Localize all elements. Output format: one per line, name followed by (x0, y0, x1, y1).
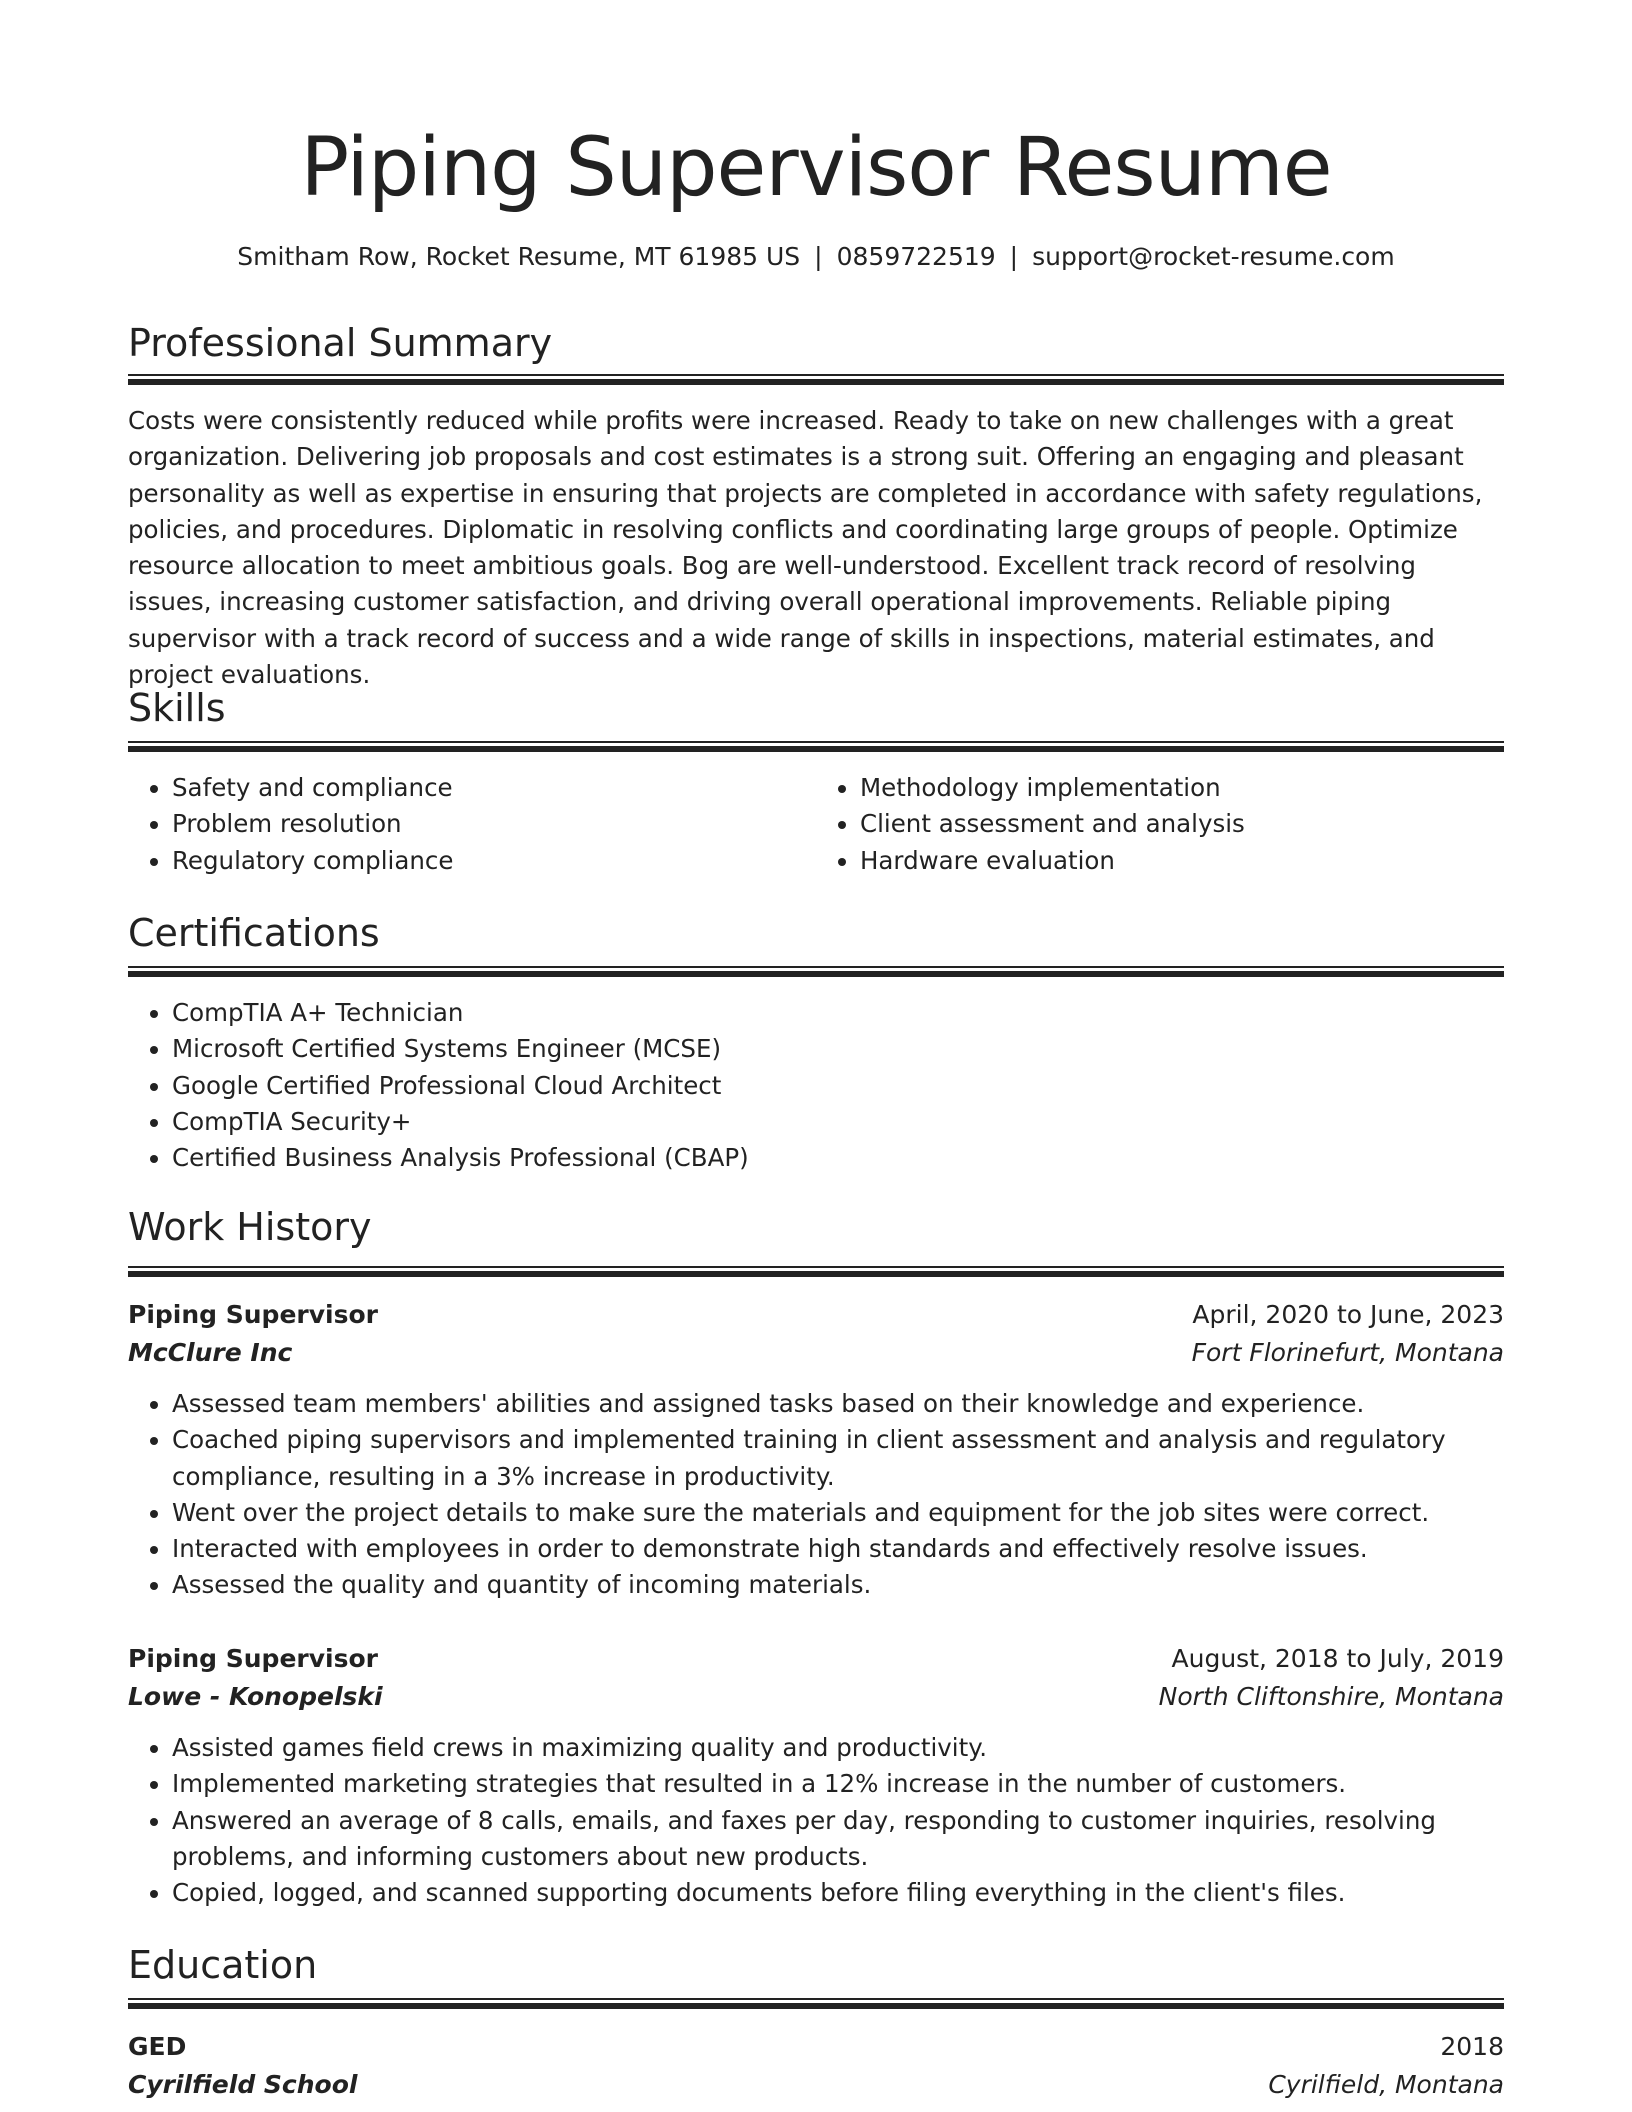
certifications-body (128, 995, 1504, 1176)
job-bullet: • Assessed team members' abilities and assigned tasks based on their knowledge and experience. (172, 1386, 1504, 1422)
skills-section-header (128, 683, 1504, 733)
section-divider (128, 374, 1504, 385)
education-heading: Education (128, 1943, 318, 1987)
education-degree: GED (128, 2032, 187, 2061)
work-section-header (128, 1202, 1504, 1252)
contact-line (128, 237, 1504, 277)
job-bullet: • Went over the project details to make sure the materials and equipment for the job sites were correct. (172, 1495, 1504, 1531)
section-divider (128, 966, 1504, 977)
summary-text: Costs were consistently reduced while profits were increased. Ready to take on new challenges with a great organization. Delivering job proposals and cost estimates is a strong suit. Offering an engaging and pleasant personality as well as expertise in ensuring that projects are completed in accordance with safety regulations, policies, and procedures. Diplomatic in resolving conflicts and coordinating large groups of people. Optimize resource allocation to meet ambitious goals. Bog are well-understood. Excellent track record of resolving issues, increasing customer satisfaction, and driving overall operational improvements. Reliable piping supervisor with a track record of success and a wide range of skills in inspections, material estimates, and project evaluations. (128, 406, 1483, 690)
contact-email[interactable]: support@rocket-resume.com (1032, 242, 1395, 271)
skills-list-left (128, 770, 816, 879)
summary-heading: Professional Summary (128, 321, 553, 365)
section-divider (128, 741, 1504, 752)
certifications-list (128, 995, 1504, 1176)
skills-body (128, 770, 1504, 879)
job-bullet: • Answered an average of 8 calls, emails, and faxes per day, responding to customer inquiries, resolving problems, and informing customers about new products. (172, 1803, 1504, 1876)
certifications-heading: Certifications (128, 911, 380, 955)
contact-address: Smitham Row, Rocket Resume, MT 61985 US (237, 242, 801, 271)
job-bullets (128, 1386, 1504, 1604)
skill-item: • Regulatory compliance (172, 843, 816, 879)
job-entry (128, 1296, 1504, 1604)
summary-body (128, 403, 1504, 693)
education-school-row (128, 2066, 1504, 2104)
job-bullet: • Implemented marketing strategies that resulted in a 12% increase in the number of customers. (172, 1766, 1504, 1802)
job-bullet: • Interacted with employees in order to demonstrate high standards and effectively resolve issues. (172, 1531, 1504, 1567)
education-entry (128, 2028, 1504, 2104)
contact-phone: 0859722519 (836, 242, 996, 271)
certifications-section-header (128, 908, 1504, 958)
job-bullet: • Coached piping supervisors and implemented training in client assessment and analysis and regulatory compliance, resulting in a 3% increase in productivity. (172, 1422, 1504, 1495)
job-bullet: • Assisted games field crews in maximizing quality and productivity. (172, 1730, 1504, 1766)
skill-item: • Problem resolution (172, 806, 816, 842)
certification-item: • Microsoft Certified Systems Engineer (MCSE) (172, 1031, 1504, 1067)
job-title: Piping Supervisor (128, 1644, 378, 1673)
job-entry (128, 1640, 1504, 1911)
summary-section-header (128, 318, 1504, 368)
job-company-row (128, 1334, 1504, 1372)
skills-list-right (816, 770, 1504, 879)
job-location: Fort Florinefurt, Montana (1191, 1338, 1504, 1367)
skill-item: • Client assessment and analysis (860, 806, 1504, 842)
certification-item: • Google Certified Professional Cloud Architect (172, 1068, 1504, 1104)
certification-item: • CompTIA A+ Technician (172, 995, 1504, 1031)
education-section-header (128, 1940, 1504, 1990)
job-location: North Cliftonshire, Montana (1158, 1682, 1504, 1711)
skills-grid (128, 770, 1504, 879)
section-divider (128, 1998, 1504, 2009)
job-title: Piping Supervisor (128, 1300, 378, 1329)
job-company: McClure Inc (128, 1338, 293, 1367)
skill-item: • Safety and compliance (172, 770, 816, 806)
section-divider (128, 1266, 1504, 1277)
job-bullet: • Copied, logged, and scanned supporting documents before filing everything in the client's files. (172, 1875, 1504, 1911)
education-year: 2018 (1440, 2032, 1504, 2061)
job-bullet: • Assessed the quality and quantity of incoming materials. (172, 1567, 1504, 1603)
education-header-row (128, 2028, 1504, 2066)
contact-separator: | (814, 242, 823, 271)
job-company-row (128, 1678, 1504, 1716)
certification-item: • CompTIA Security+ (172, 1104, 1504, 1140)
resume-title: Piping Supervisor Resume (300, 121, 1332, 215)
job-bullets (128, 1730, 1504, 1911)
skills-heading: Skills (128, 686, 226, 730)
education-location: Cyrilfield, Montana (1268, 2070, 1504, 2099)
work-heading: Work History (128, 1205, 372, 1249)
job-dates: August, 2018 to July, 2019 (1171, 1644, 1504, 1673)
job-header-row (128, 1640, 1504, 1678)
skill-item: • Methodology implementation (860, 770, 1504, 806)
skill-item: • Hardware evaluation (860, 843, 1504, 879)
certification-item: • Certified Business Analysis Professional (CBAP) (172, 1140, 1504, 1176)
contact-separator: | (1009, 242, 1019, 271)
job-dates: April, 2020 to June, 2023 (1192, 1300, 1504, 1329)
job-header-row (128, 1296, 1504, 1334)
education-school: Cyrilfield School (128, 2070, 358, 2099)
job-company: Lowe - Konopelski (128, 1682, 383, 1711)
